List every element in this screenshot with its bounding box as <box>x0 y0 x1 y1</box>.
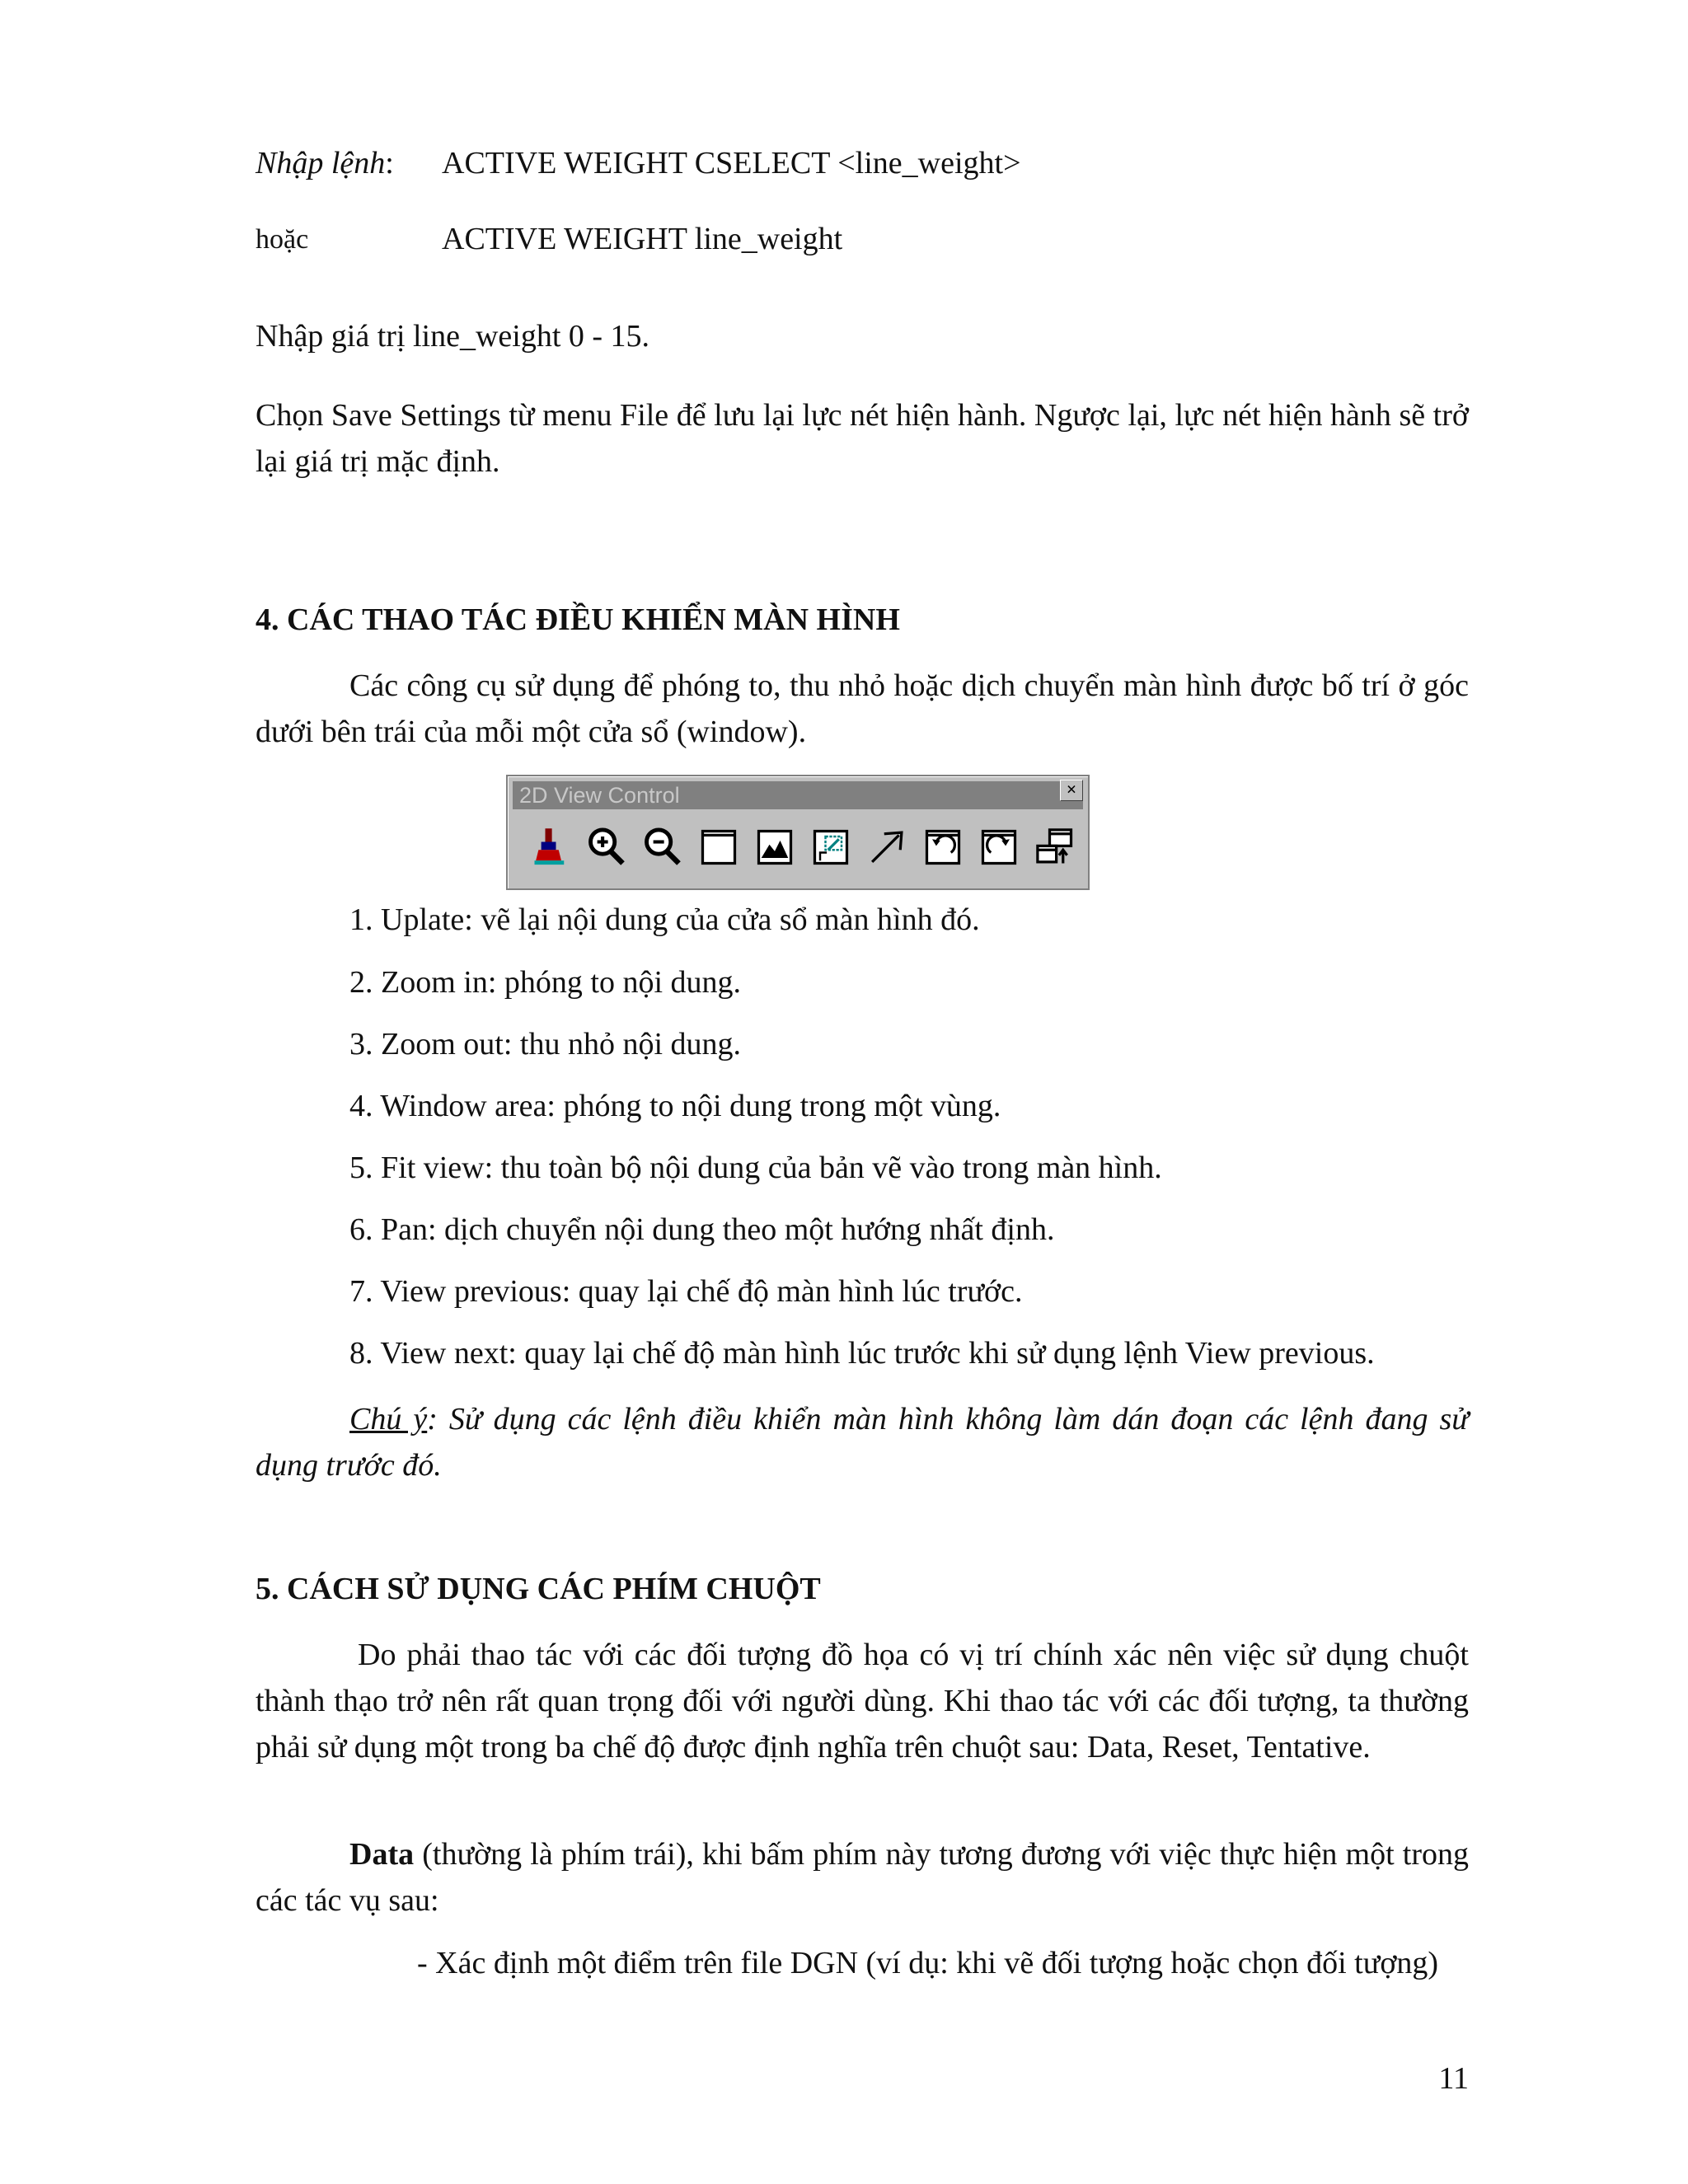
list-item: 6. Pan: dịch chuyển nội dung theo một hướng nhất định. <box>349 1212 1055 1247</box>
section-5-intro: Do phải thao tác với các đối tượng đồ họa có vị trí chính xác nên việc sử dụng chuột thành thạo trở nên rất quan trọng đối với người dùng. Khi thao tác với các đối tượng, ta thường phải sử dụng một trong ba chế độ được định nghĩa trên chuột sau: Data, Reset, Tentative. <box>256 1638 1469 1765</box>
bullet-paragraph: - Xác định một điểm trên file DGN (ví dụ: khi vẽ đối tượng hoặc chọn đối tượng) <box>417 1946 1439 1980</box>
close-icon[interactable]: × <box>1060 780 1083 801</box>
list-item: 1. Uplate: vẽ lại nội dung của cửa sổ màn hình đó. <box>349 902 980 937</box>
toolbar-title: 2D View Control <box>513 781 1083 809</box>
command-value-1: ACTIVE WEIGHT CSELECT <line_weight> <box>442 146 1021 180</box>
list-item: 4. Window area: phóng to nội dung trong một vùng. <box>349 1089 1001 1123</box>
note-label: Chú ý <box>349 1402 428 1436</box>
view-previous-icon[interactable] <box>920 824 966 870</box>
window-area-icon[interactable] <box>696 824 742 870</box>
list-item: 5. Fit view: thu toàn bộ nội dung của bản vẽ vào trong màn hình. <box>349 1151 1162 1185</box>
section-4-intro: Các công cụ sử dụng để phóng to, thu nhỏ hoặc dịch chuyển màn hình được bố trí ở góc dưới bên trái của mỗi một cửa sổ (window). <box>256 668 1469 749</box>
page-number: 11 <box>1438 2061 1469 2096</box>
list-item: 3. Zoom out: thu nhỏ nội dung. <box>349 1027 741 1062</box>
command-line-2 <box>256 221 1469 267</box>
copy-view-icon[interactable] <box>1032 824 1078 870</box>
command-or-label: hoặc <box>256 224 309 255</box>
pan-arrow-icon[interactable] <box>864 824 910 870</box>
range-paragraph: Nhập giá trị line_weight 0 - 15. <box>256 319 650 354</box>
command-value-2: ACTIVE WEIGHT line_weight <box>442 222 843 256</box>
list-item: 2. Zoom in: phóng to nội dung. <box>349 965 741 1000</box>
zoom-out-icon[interactable] <box>640 824 686 870</box>
data-term: Data <box>349 1837 415 1872</box>
note-paragraph <box>256 1396 1469 1488</box>
zoom-in-icon[interactable] <box>584 824 630 870</box>
list-item: 8. View next: quay lại chế độ màn hình lúc trước khi sử dụng lệnh View previous. <box>349 1336 1375 1371</box>
toolbar-buttons <box>528 824 1078 870</box>
window-zoom-icon[interactable] <box>808 824 854 870</box>
section-4-heading: 4. CÁC THAO TÁC ĐIỀU KHIỂN MÀN HÌNH <box>256 602 900 637</box>
view-control-toolbar <box>506 775 1090 890</box>
list-item: 7. View previous: quay lại chế độ màn hình lúc trước. <box>349 1274 1023 1309</box>
command-line-1 <box>256 145 1469 191</box>
data-description: (thường là phím trái), khi bấm phím này tương đương với việc thực hiện một trong các tác vụ sau: <box>256 1837 1469 1918</box>
update-brush-icon[interactable] <box>528 824 574 870</box>
command-label: Nhập lệnh <box>256 146 386 180</box>
command-colon: : <box>385 146 394 180</box>
data-paragraph <box>256 1831 1469 1924</box>
note-text: : Sử dụng các lệnh điều khiển màn hình không làm dán đoạn các lệnh đang sử dụng trước đó. <box>256 1402 1469 1483</box>
fit-view-icon[interactable] <box>752 824 798 870</box>
view-next-icon[interactable] <box>976 824 1022 870</box>
save-settings-paragraph: Chọn Save Settings từ menu File để lưu lại lực nét hiện hành. Ngược lại, lực nét hiện hành sẽ trở lại giá trị mặc định. <box>256 398 1469 479</box>
section-5-heading: 5. CÁCH SỬ DỤNG CÁC PHÍM CHUỘT <box>256 1572 821 1606</box>
